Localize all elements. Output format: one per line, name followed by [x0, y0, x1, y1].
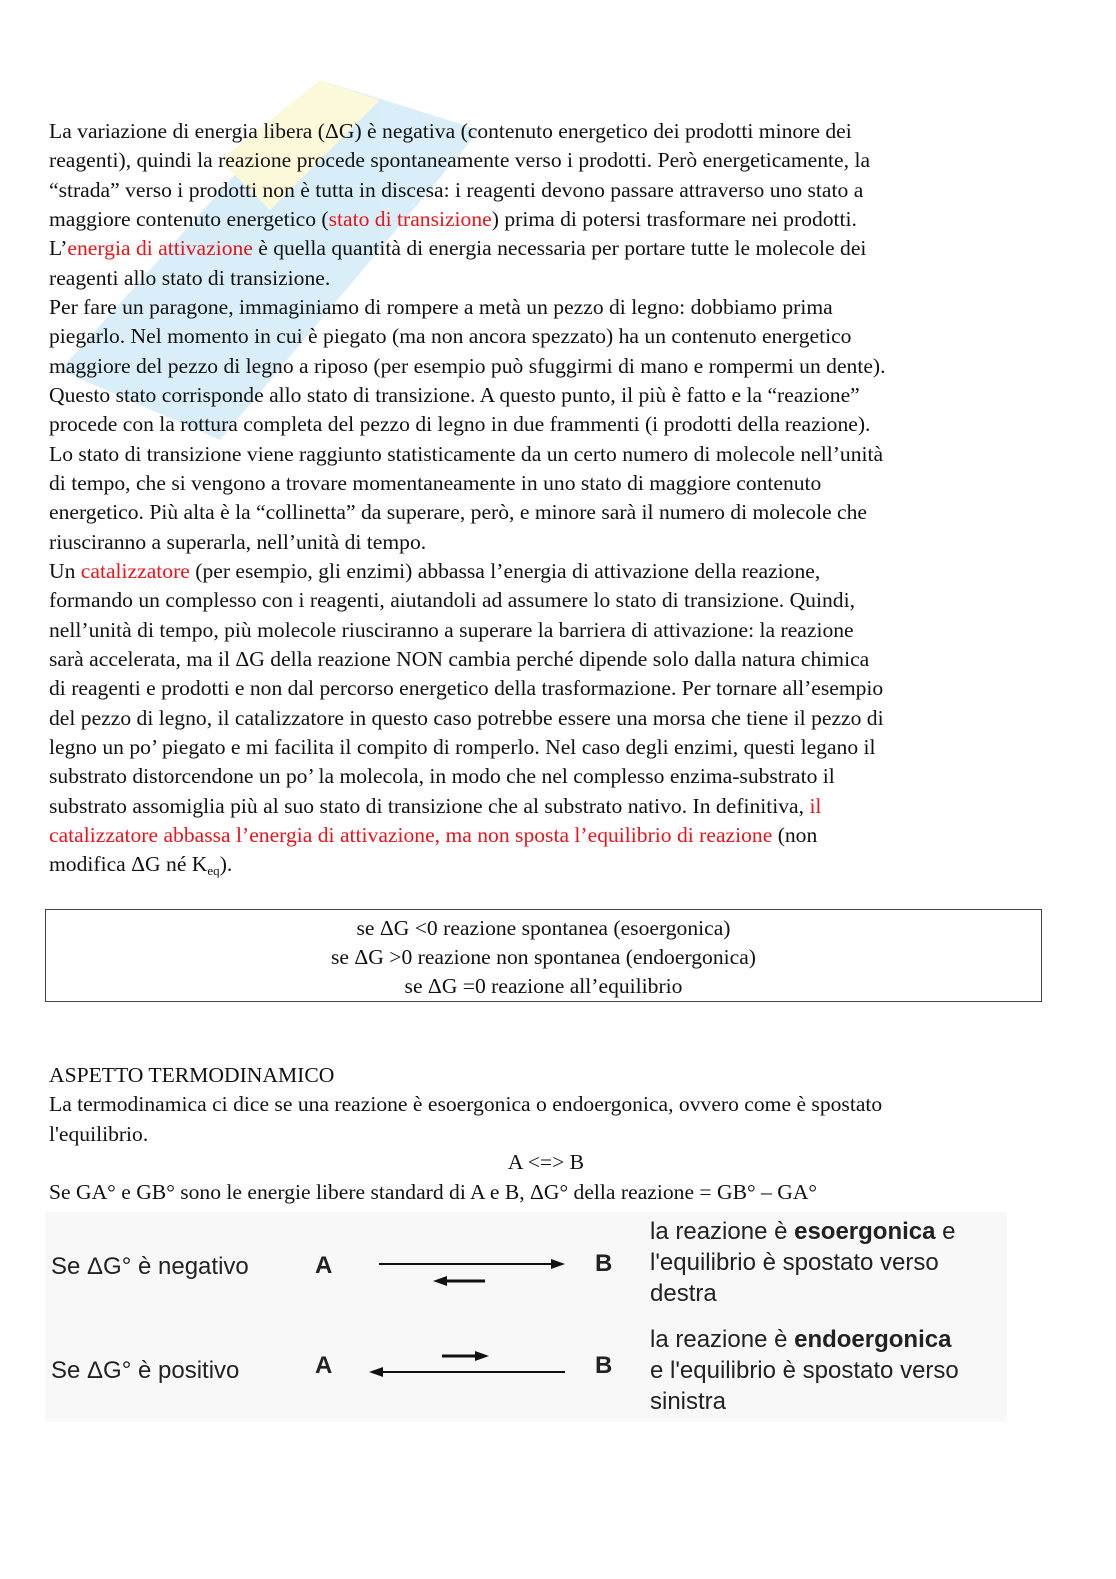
highlighted-text: il [809, 793, 822, 818]
body-line [49, 530, 426, 554]
text-segment: legno un po’ piegato e mi facilita il compito di romperlo. Nel caso degli enzimi, questi legano il [49, 734, 876, 759]
body-line [49, 354, 886, 378]
body-line [49, 794, 821, 818]
section-text: La termodinamica ci dice se una reazione è esoergonica o endoergonica, ovvero come è spostato [49, 1092, 883, 1116]
condition-negative: Se ΔG° è negativo [51, 1253, 249, 1280]
body-line [49, 324, 851, 348]
body-line [49, 618, 854, 642]
desc-text: sinistra [650, 1388, 727, 1415]
text-segment: modifica ΔG né K [49, 852, 208, 877]
body-line [49, 676, 883, 700]
text-segment: substrato assomiglia più al suo stato di transizione che al substrato nativo. In definitiva, [49, 793, 810, 818]
description-positive [650, 1324, 959, 1417]
section-text: l'equilibrio. [49, 1122, 149, 1146]
desc-bold: endoergonica [794, 1326, 952, 1353]
text-segment: (per esempio, gli enzimi) abbassa l’energia di attivazione della reazione, [189, 558, 821, 583]
delta-g-summary-box [45, 909, 1042, 1002]
text-segment: sarà accelerata, ma il ΔG della reazione NON cambia perché dipende solo dalla natura chimica [49, 646, 870, 671]
body-line [49, 735, 876, 759]
text-segment: Per fare un paragone, immaginiamo di rompere a metà un pezzo di legno: dobbiamo prima [49, 294, 833, 319]
body-line [49, 266, 330, 290]
body-line [49, 412, 870, 436]
desc-text: e l'equilibrio è spostato verso [650, 1357, 959, 1384]
body-line [49, 647, 869, 671]
body-line [49, 706, 884, 730]
text-segment: del pezzo di legno, il catalizzatore in questo caso potrebbe essere una morsa che tiene il pezzo di [49, 705, 884, 730]
body-line [49, 119, 852, 143]
body-line [49, 852, 233, 879]
box-line: se ΔG >0 reazione non spontanea (endoergonica) [331, 945, 756, 969]
body-line [49, 383, 860, 407]
text-segment: piegarlo. Nel momento in cui è piegato (ma non ancora spezzato) ha un contenuto energetico [49, 324, 852, 349]
text-segment: riusciranno a superarla, nell’unità di tempo. [49, 529, 427, 554]
text-segment: Un [49, 558, 81, 583]
condition-positive: Se ΔG° è positivo [51, 1357, 240, 1384]
text-segment: Questo stato corrisponde allo stato di transizione. A questo punto, il più è fatto e la “reazione” [49, 382, 860, 407]
desc-bold: esoergonica [794, 1218, 936, 1245]
body-line [49, 823, 817, 847]
text-segment: substrato distorcendone un po’ la molecola, in modo che nel complesso enzima-substrato il [49, 764, 835, 789]
body-line [49, 207, 857, 231]
text-segment: ). [219, 852, 233, 877]
highlighted-text: stato di transizione [328, 206, 492, 231]
body-line [49, 764, 835, 788]
label-b: B [595, 1352, 613, 1379]
text-segment: “strada” verso i prodotti non è tutta in discesa: i reagenti devono passare attraverso uno stato a [49, 177, 864, 202]
text-segment: reagenti allo stato di transizione. [49, 265, 331, 290]
label-a: A [315, 1252, 333, 1279]
text-segment: maggiore contenuto energetico ( [49, 206, 329, 231]
equilibrium-arrows-right-icon [375, 1252, 575, 1292]
text-segment: è quella quantità di energia necessaria per portare tutte le molecole dei [252, 236, 867, 261]
highlighted-text: catalizzatore [80, 558, 190, 583]
text-segment: formando un complesso con i reagenti, aiutandoli ad assumere lo stato di transizione. Quindi, [49, 588, 855, 613]
text-segment: (non [772, 822, 818, 847]
body-line [49, 588, 855, 612]
text-segment: maggiore del pezzo di legno a riposo (per esempio può sfuggirmi di mano e rompermi un dente). [49, 353, 886, 378]
body-line [49, 178, 863, 202]
text-segment: La variazione di energia libera (ΔG) è negativa (contenuto energetico dei prodotti minore dei [49, 119, 852, 143]
text-segment: ) prima di potersi trasformare nei prodotti. [491, 206, 857, 231]
box-line: se ΔG <0 reazione spontanea (esoergonica) [356, 916, 731, 940]
text-segment: di tempo, che si vengono a trovare momentaneamente in uno stato di maggiore contenuto [49, 470, 822, 495]
body-line [49, 442, 883, 466]
body-line [49, 295, 833, 319]
text-segment: L’ [49, 236, 68, 261]
desc-text: l'equilibrio è spostato verso [650, 1249, 939, 1276]
equilibrium-figure [45, 1212, 1007, 1422]
text-segment: energetico. Più alta è la “collinetta” da superare, però, e minore sarà il numero di molecole che [49, 500, 868, 525]
text-segment: procede con la rottura completa del pezzo di legno in due frammenti (i prodotti della reazione). [49, 412, 871, 437]
description-negative [650, 1216, 956, 1309]
text-segment: eq [207, 863, 220, 879]
box-line: se ΔG =0 reazione all’equilibrio [404, 974, 683, 998]
equilibrium-arrows-left-icon [365, 1347, 575, 1387]
body-line [49, 236, 866, 260]
body-line [49, 559, 820, 583]
equation: A <=> B [507, 1150, 585, 1174]
text-segment: nell’unità di tempo, più molecole riusciranno a superare la barriera di attivazione: la reazione [49, 617, 854, 642]
desc-text: la reazione è [650, 1218, 795, 1245]
label-b: B [595, 1250, 613, 1277]
desc-text: la reazione è [650, 1326, 795, 1353]
section-heading: ASPETTO TERMODINAMICO [49, 1063, 335, 1087]
highlighted-text: catalizzatore abbassa l’energia di attivazione, ma non sposta l’equilibrio di reazione [49, 822, 773, 847]
desc-text: destra [650, 1280, 717, 1307]
desc-text: e [935, 1218, 956, 1245]
label-a: A [315, 1352, 333, 1379]
body-line [49, 500, 867, 524]
body-line [49, 148, 870, 172]
text-segment: di reagenti e prodotti e non dal percorso energetico della trasformazione. Per tornare all’esempio [49, 676, 884, 701]
text-segment: Lo stato di transizione viene raggiunto statisticamente da un certo numero di molecole nell’unità [49, 441, 884, 466]
text-segment: reagenti), quindi la reazione procede spontaneamente verso i prodotti. Però energeticamente, la [49, 148, 871, 173]
body-line [49, 471, 821, 495]
highlighted-text: energia di attivazione [67, 236, 253, 261]
definition-text: Se GA° e GB° sono le energie libere standard di A e B, ΔG° della reazione = GB° – GA° [49, 1180, 818, 1204]
